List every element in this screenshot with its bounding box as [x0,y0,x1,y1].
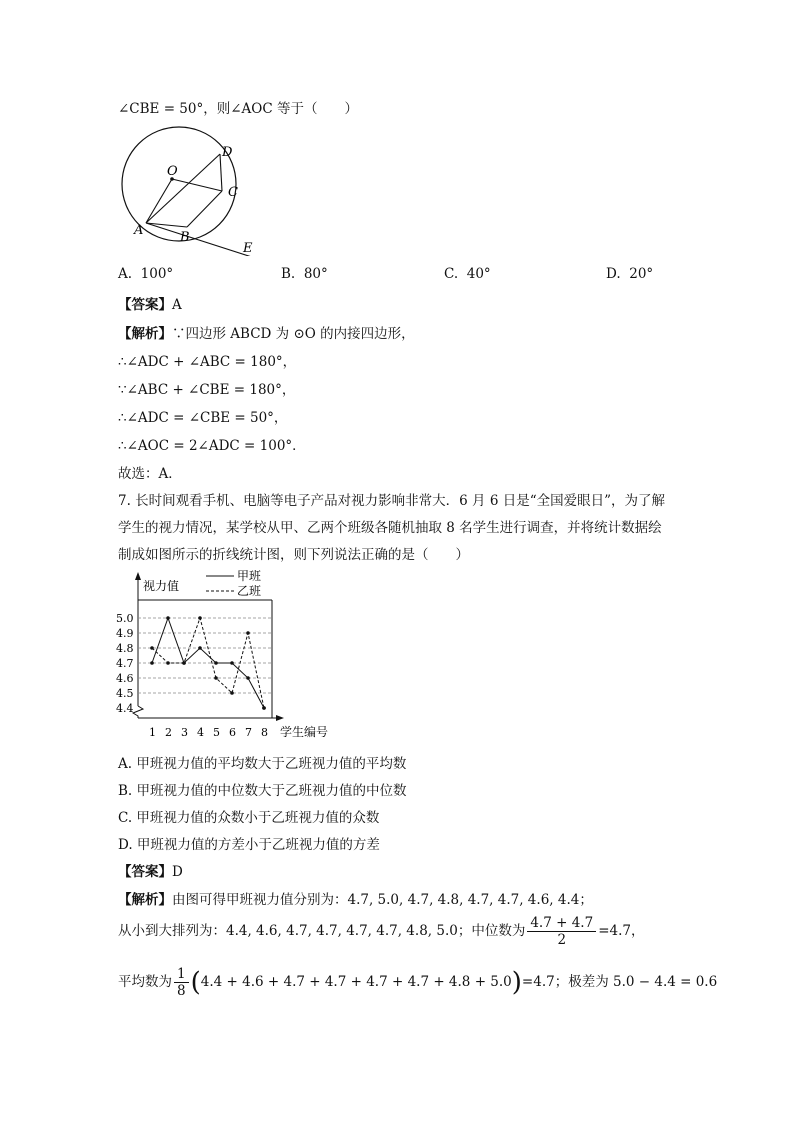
q7-option-b: B. 甲班视力值的中位数大于乙班视力值的中位数 [118,783,407,799]
x-tick-label: 1 [149,726,156,739]
q7-option-a: A. 甲班视力值的平均数大于乙班视力值的平均数 [118,756,407,772]
x-tick-label: 2 [165,726,172,739]
data-point [230,661,234,665]
q6-option-b: B. 80° [281,266,328,282]
y-tick-label: 4.6 [116,672,134,685]
q6-conclusion: 故选：A． [118,466,182,482]
q7-option-d: D. 甲班视力值的方差小于乙班视力值的方差 [118,837,380,853]
data-point [182,661,186,665]
q7-analysis-2: 从小到大排列为：4.4, 4.6, 4.7, 4.7, 4.7, 4.7, 4.8, 5.0；中位数为 $\frac{4.7 + 4.7}{2}$ =4.7， [118,915,645,948]
q7-stem-3: 制成如图所示的折线统计图，则下列说法正确的是（ ） [118,547,469,563]
q6-analysis-4: ∴∠ADC = ∠CBE = 50°， [118,410,288,426]
y-tick-label: 4.9 [116,627,134,640]
data-point [166,661,170,665]
q6-analysis-3: ∵∠ABC + ∠CBE = 180°， [118,382,296,398]
label-A: A [134,223,144,238]
data-point [246,676,250,680]
data-point [246,631,250,635]
label-E: E [243,241,253,256]
data-point [198,616,202,620]
label-C: C [228,185,238,200]
legend-label: 甲班 [237,569,262,583]
label-B: B [180,230,190,245]
q7-stem-2: 学生的视力情况，某学校从甲、乙两个班级各随机抽取 8 名学生进行调查，并将统计数据绘 [118,520,662,536]
data-point [150,646,154,650]
x-tick-label: 7 [245,726,252,739]
q6-option-c: C. 40° [444,266,491,282]
vision-line-chart [112,566,352,744]
y-tick-label: 5.0 [116,612,134,625]
x-tick-label: 6 [229,726,236,739]
q7-option-c: C. 甲班视力值的众数小于乙班视力值的众数 [118,810,380,826]
data-point [150,661,154,665]
q7-answer: 【答案】D [118,864,183,880]
q7-analysis-1: 【解析】由图可得甲班视力值分别为：4.7, 5.0, 4.7, 4.8, 4.7, 4.7, 4.6, 4.4； [118,892,593,908]
y-axis-break [133,706,143,718]
y-tick-label: 4.7 [116,657,134,670]
y-axis-title: 视力值 [143,579,180,593]
q6-options [118,266,678,286]
q6-analysis-5: ∴∠AOC = 2∠ADC = 100°． [118,438,306,454]
y-tick-label: 4.5 [116,687,134,700]
x-tick-label: 8 [261,726,268,739]
q7-analysis-3: 平均数为 $\frac{1}{8}$ (4.4 + 4.6 + 4.7 + 4.7 + 4.7 + 4.7 + 4.8 + 5.0)=4.7；极差为 5.0 − 4.4 = 0.6 [118,966,718,999]
y-tick-label: 4.8 [116,642,134,655]
median-fraction: $\frac{4.7 + 4.7}{2}$ [527,915,596,948]
data-point [262,706,266,710]
x-axis-arrow [276,715,284,721]
q6-option-d: D. 20° [606,266,654,282]
x-tick-label: 5 [213,726,220,739]
data-point [214,676,218,680]
y-axis-arrow [135,572,141,580]
y-tick-label: 4.4 [116,702,134,715]
q6-analysis-1: 【解析】∵四边形 ABCD 为 ⊙O 的内接四边形， [118,326,415,342]
mean-fraction: $\frac{1}{8}$ [174,966,189,999]
x-tick-label: 3 [181,726,188,739]
legend-label: 乙班 [237,584,262,598]
data-point [230,691,234,695]
q7-stem-1: 7. 长时间观看手机、电脑等电子产品对视力影响非常大．6 月 6 日是“全国爱眼日”，为了解 [118,493,666,509]
label-D: D [222,145,233,160]
data-point [166,616,170,620]
circle-figure [115,126,285,256]
data-point [214,661,218,665]
q6-stem: ∠CBE = 50°，则∠AOC 等于（ ） [118,101,358,117]
q6-analysis-2: ∴∠ADC + ∠ABC = 180°， [118,354,297,370]
q6-option-a: A. 100° [118,266,174,282]
q6-answer: 【答案】A [118,297,182,313]
data-point [198,646,202,650]
label-O: O [167,164,178,179]
x-tick-label: 4 [197,726,204,739]
x-axis-title: 学生编号 [280,725,329,739]
